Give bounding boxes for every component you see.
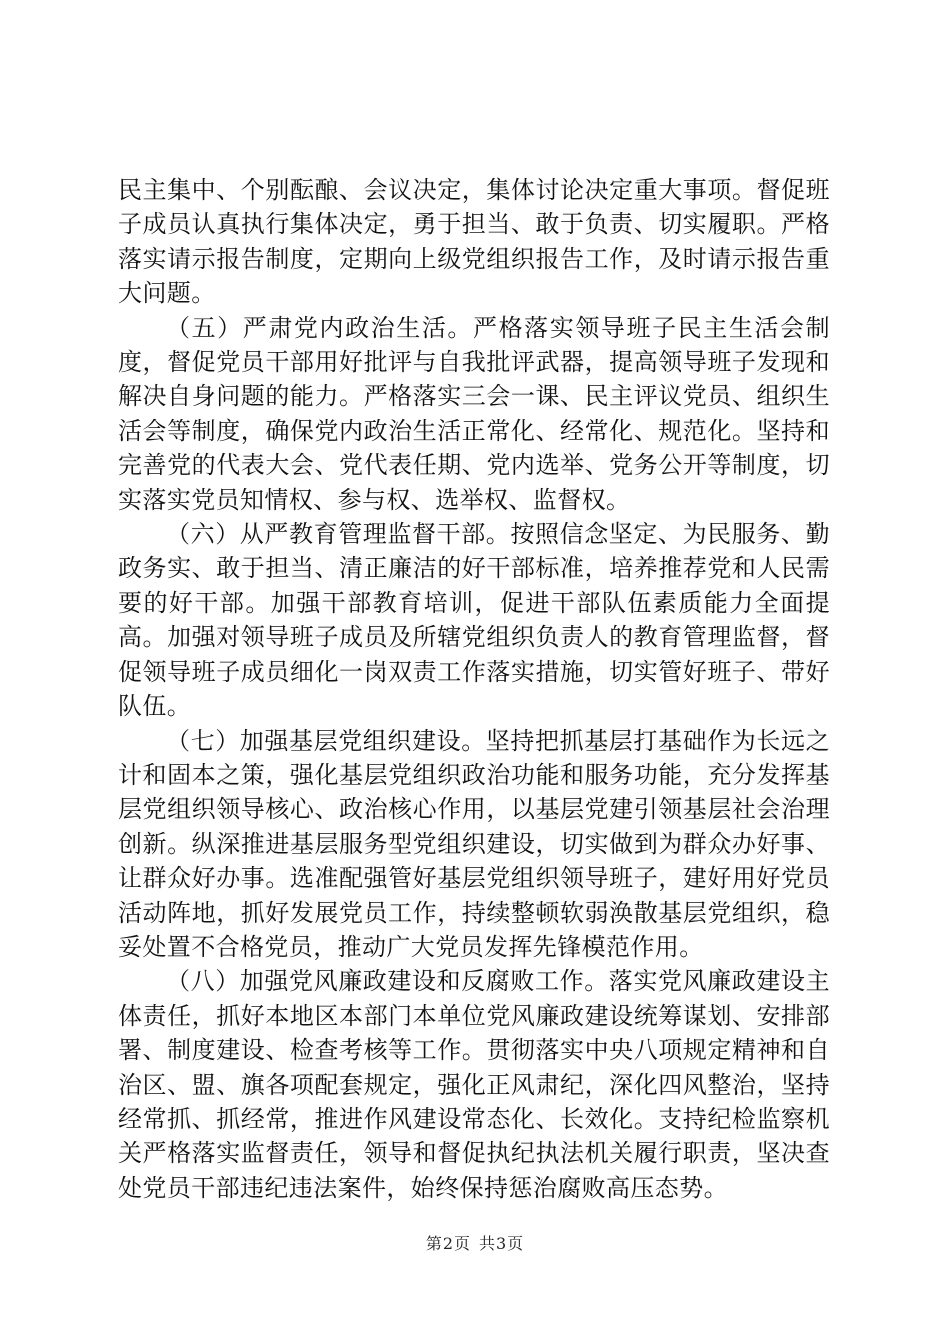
- paragraph-section-6: （六）从严教育管理监督干部。按照信念坚定、为民服务、勤政务实、敢于担当、清正廉洁的好干部标准，培养推荐党和人民需要的好干部。加强干部教育培训，促进干部队伍素质能力全面提高。加强对领导班子成员及所辖党组织负责人的教育管理监督，督促领导班子成员细化一岗双责工作落实措施，切实管好班子、带好队伍。: [118, 520, 830, 721]
- page-total: 共3页: [479, 1234, 525, 1253]
- paragraph-section-8: （八）加强党风廉政建设和反腐败工作。落实党风廉政建设主体责任，抓好本地区本部门本单位党风廉政建设统筹谋划、安排部署、制度建设、检查考核等工作。贯彻落实中央八项规定精神和自治区、盟、旗各项配套规定，强化正风肃纪，深化四风整治，坚持经常抓、抓经常，推进作风建设常态化、长效化。支持纪检监察机关严格落实监督责任，领导和督促执纪执法机关履行职责，坚决查处党员干部违纪违法案件，始终保持惩治腐败高压态势。: [118, 967, 830, 1202]
- document-body: [118, 173, 830, 1205]
- paragraph-section-5: （五）严肃党内政治生活。严格落实领导班子民主生活会制度，督促党员干部用好批评与自我批评武器，提高领导班子发现和解决自身问题的能力。严格落实三会一课、民主评议党员、组织生活会等制度，确保党内政治生活正常化、经常化、规范化。坚持和完善党的代表大会、党代表任期、党内选举、党务公开等制度，切实落实党员知情权、参与权、选举权、监督权。: [118, 313, 830, 514]
- paragraph-section-7: （七）加强基层党组织建设。坚持把抓基层打基础作为长远之计和固本之策，强化基层党组织政治功能和服务功能，充分发挥基层党组织领导核心、政治核心作用，以基层党建引领基层社会治理创新。纵深推进基层服务型党组织建设，切实做到为群众办好事、让群众好办事。选准配强管好基层党组织领导班子，建好用好党员活动阵地，抓好发展党员工作，持续整顿软弱涣散基层党组织，稳妥处置不合格党员，推动广大党员发挥先锋模范作用。: [118, 726, 830, 961]
- page-footer: [0, 1234, 950, 1254]
- paragraph-continuation: 民主集中、个别酝酿、会议决定，集体讨论决定重大事项。督促班子成员认真执行集体决定，勇于担当、敢于负责、切实履职。严格落实请示报告制度，定期向上级党组织报告工作，及时请示报告重大问题。: [118, 176, 830, 308]
- page-number: 第2页: [425, 1234, 471, 1253]
